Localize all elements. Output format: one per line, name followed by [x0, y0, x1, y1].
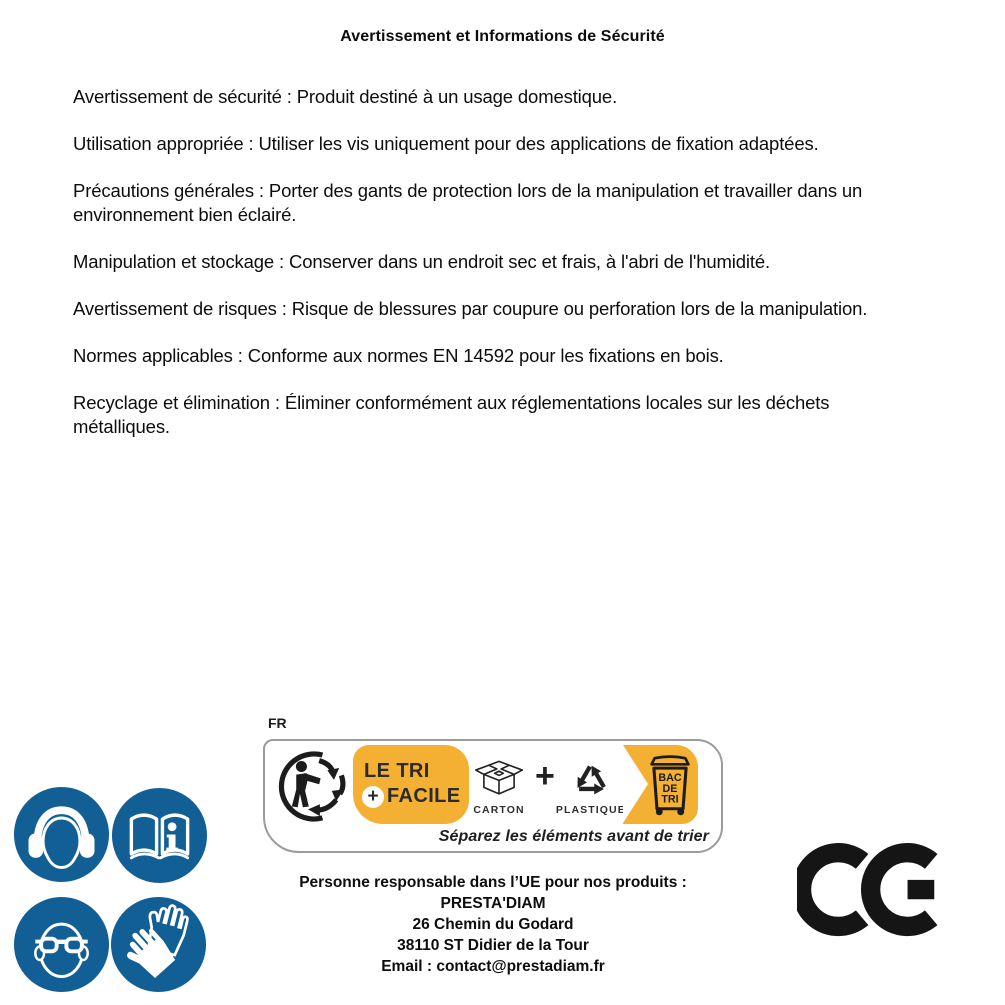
responsible-company: PRESTA'DIAM	[440, 895, 546, 912]
bin-text-line1: BAC	[658, 772, 682, 785]
responsible-address-line2: 38110 ST Didier de la Tour	[397, 937, 589, 954]
responsible-email: Email : contact@prestadiam.fr	[381, 958, 605, 975]
bin-text-line2: DE	[662, 782, 678, 795]
responsible-address-line1: 26 Chemin du Godard	[412, 916, 574, 933]
wear-ear-protection-icon	[13, 786, 110, 883]
sorting-instruction: Séparez les éléments avant de trier	[438, 828, 709, 845]
plus-circle-icon: +	[362, 786, 384, 808]
material-carton-label: CARTON	[473, 804, 525, 816]
paragraph-appropriate-use: Utilisation appropriée : Utiliser les vis uniquement pour des applications de fixation adaptées.	[73, 133, 819, 154]
headline-facile: FACILE	[387, 785, 461, 807]
ce-mark-icon	[797, 840, 949, 940]
plastic-recycling-icon	[564, 749, 618, 803]
material-carton	[467, 749, 531, 816]
bin-text-line3: TRI	[661, 793, 679, 806]
page-title: Avertissement et Informations de Sécurité	[340, 28, 665, 45]
plus-separator: +	[535, 757, 555, 795]
paragraph-recycling: Recyclage et élimination : Éliminer conformément aux réglementations locales sur les déchets métalliques.	[73, 392, 830, 437]
paragraph-safety-warning: Avertissement de sécurité : Produit destiné à un usage domestique.	[73, 86, 618, 107]
info-tri-label	[263, 739, 723, 853]
material-plastique	[555, 749, 626, 816]
wear-eye-protection-icon	[13, 896, 110, 993]
paragraph-risk-warning: Avertissement de risques : Risque de blessures par coupure ou perforation lors de la manipulation.	[73, 298, 868, 319]
triman-recycling-icon	[277, 748, 351, 822]
responsible-heading: Personne responsable dans l’UE pour nos produits :	[299, 874, 687, 891]
tri-facile-pill	[353, 745, 469, 824]
headline-le-tri: LE TRI	[364, 760, 430, 782]
paragraph-handling-storage: Manipulation et stockage : Conserver dans un endroit sec et frais, à l'abri de l'humidité.	[73, 251, 770, 272]
wear-protective-gloves-icon	[110, 896, 207, 993]
country-code-label: FR	[268, 715, 287, 731]
cardboard-box-icon	[472, 749, 526, 803]
material-plastique-label: PLASTIQUE	[555, 804, 626, 816]
read-instruction-manual-icon	[111, 787, 208, 884]
tri-facile-banner	[353, 745, 698, 824]
sorting-bin-icon	[647, 753, 693, 817]
safety-text-block	[73, 85, 931, 462]
responsible-party-block	[263, 872, 723, 977]
paragraph-standards: Normes applicables : Conforme aux normes EN 14592 pour les fixations en bois.	[73, 345, 724, 366]
materials-zone	[453, 745, 626, 824]
paragraph-general-precautions: Précautions générales : Porter des gants de protection lors de la manipulation et travailler dans un environnement bien éclairé.	[73, 180, 863, 225]
